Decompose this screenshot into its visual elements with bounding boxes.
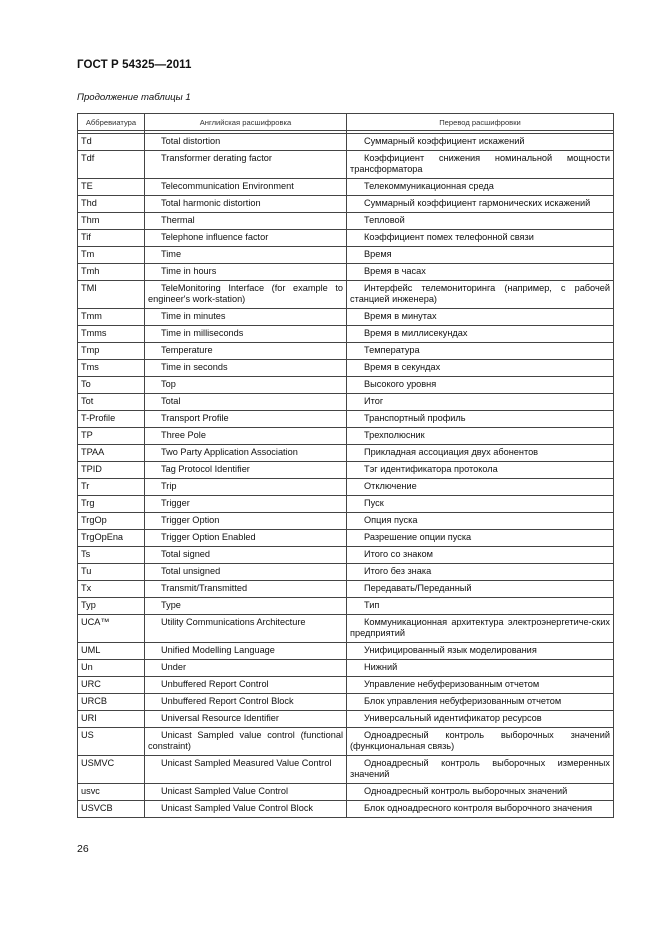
abbreviation-cell: Tm xyxy=(78,247,145,264)
table-row xyxy=(78,281,614,309)
abbreviation-cell: Typ xyxy=(78,598,145,615)
table-row xyxy=(78,264,614,281)
table-row xyxy=(78,615,614,643)
translation-cell: Суммарный коэффициент искажений xyxy=(347,134,614,151)
english-expansion-cell: Time in milliseconds xyxy=(145,326,347,343)
translation-cell: Отключение xyxy=(347,479,614,496)
table-row xyxy=(78,581,614,598)
abbreviation-cell: Un xyxy=(78,660,145,677)
english-expansion-cell: Total signed xyxy=(145,547,347,564)
column-header-translation: Перевод расшифровки xyxy=(347,114,614,131)
english-expansion-cell: Transmit/Transmitted xyxy=(145,581,347,598)
table-row xyxy=(78,230,614,247)
english-expansion-cell: Trigger Option Enabled xyxy=(145,530,347,547)
translation-cell: Передавать/Переданный xyxy=(347,581,614,598)
english-expansion-cell: Time in minutes xyxy=(145,309,347,326)
translation-cell: Блок одноадресного контроля выборочного значения xyxy=(347,801,614,818)
abbreviation-cell: TP xyxy=(78,428,145,445)
abbreviation-cell: URI xyxy=(78,711,145,728)
english-expansion-cell: Type xyxy=(145,598,347,615)
english-expansion-cell: Under xyxy=(145,660,347,677)
english-expansion-cell: Trigger Option xyxy=(145,513,347,530)
abbreviation-cell: Thm xyxy=(78,213,145,230)
english-expansion-cell: Trip xyxy=(145,479,347,496)
english-expansion-cell: Universal Resource Identifier xyxy=(145,711,347,728)
table-row xyxy=(78,598,614,615)
english-expansion-cell: Three Pole xyxy=(145,428,347,445)
table-row xyxy=(78,179,614,196)
column-header-abbreviation: Аббревиатура xyxy=(78,114,145,131)
abbreviation-cell: Tu xyxy=(78,564,145,581)
abbreviation-cell: TrgOp xyxy=(78,513,145,530)
abbreviation-cell: Tmh xyxy=(78,264,145,281)
table-row xyxy=(78,360,614,377)
abbreviation-cell: Thd xyxy=(78,196,145,213)
abbreviation-cell: T-Profile xyxy=(78,411,145,428)
translation-cell: Время в миллисекундах xyxy=(347,326,614,343)
translation-cell: Итого со знаком xyxy=(347,547,614,564)
translation-cell: Управление небуферизованным отчетом xyxy=(347,677,614,694)
english-expansion-cell: Unbuffered Report Control xyxy=(145,677,347,694)
translation-cell: Универсальный идентификатор ресурсов xyxy=(347,711,614,728)
table-row xyxy=(78,643,614,660)
table-row xyxy=(78,411,614,428)
table-row xyxy=(78,784,614,801)
table-row xyxy=(78,694,614,711)
translation-cell: Прикладная ассоциация двух абонентов xyxy=(347,445,614,462)
abbreviation-cell: USMVC xyxy=(78,756,145,784)
translation-cell: Коэффициент снижения номинальной мощности трансформатора xyxy=(347,151,614,179)
table-row xyxy=(78,394,614,411)
table-row xyxy=(78,530,614,547)
abbreviation-cell: Tmms xyxy=(78,326,145,343)
english-expansion-cell: Trigger xyxy=(145,496,347,513)
english-expansion-cell: Thermal xyxy=(145,213,347,230)
translation-cell: Одноадресный контроль выборочных измеренных значений xyxy=(347,756,614,784)
table-row xyxy=(78,213,614,230)
translation-cell: Время в часах xyxy=(347,264,614,281)
translation-cell: Пуск xyxy=(347,496,614,513)
translation-cell: Разрешение опции пуска xyxy=(347,530,614,547)
abbreviation-cell: TrgOpEna xyxy=(78,530,145,547)
table-row xyxy=(78,428,614,445)
abbreviation-cell: Tmm xyxy=(78,309,145,326)
translation-cell: Тэг идентификатора протокола xyxy=(347,462,614,479)
translation-cell: Транспортный профиль xyxy=(347,411,614,428)
english-expansion-cell: Unified Modelling Language xyxy=(145,643,347,660)
table-row xyxy=(78,547,614,564)
abbreviation-cell: Tdf xyxy=(78,151,145,179)
column-header-english: Английская расшифровка xyxy=(145,114,347,131)
table-row xyxy=(78,247,614,264)
english-expansion-cell: Utility Communications Architecture xyxy=(145,615,347,643)
translation-cell: Итого без знака xyxy=(347,564,614,581)
table-row xyxy=(78,496,614,513)
english-expansion-cell: Total unsigned xyxy=(145,564,347,581)
table-caption: Продолжение таблицы 1 xyxy=(77,92,191,103)
english-expansion-cell: Tag Protocol Identifier xyxy=(145,462,347,479)
abbreviation-cell: TMI xyxy=(78,281,145,309)
table-row xyxy=(78,801,614,818)
table-row xyxy=(78,134,614,151)
table-row xyxy=(78,462,614,479)
english-expansion-cell: Telephone influence factor xyxy=(145,230,347,247)
translation-cell: Трехполюсник xyxy=(347,428,614,445)
english-expansion-cell: Two Party Application Association xyxy=(145,445,347,462)
english-expansion-cell: Transport Profile xyxy=(145,411,347,428)
english-expansion-cell: TeleMonitoring Interface (for example to engineer's work-station) xyxy=(145,281,347,309)
english-expansion-cell: Top xyxy=(145,377,347,394)
abbreviation-cell: usvc xyxy=(78,784,145,801)
document-header: ГОСТ Р 54325—2011 xyxy=(77,59,192,71)
abbreviation-cell: USVCB xyxy=(78,801,145,818)
translation-cell: Тепловой xyxy=(347,213,614,230)
translation-cell: Одноадресный контроль выборочных значений (функциональная связь) xyxy=(347,728,614,756)
table-row xyxy=(78,711,614,728)
translation-cell: Тип xyxy=(347,598,614,615)
translation-cell: Интерфейс телемониторинга (например, с рабочей станцией инженера) xyxy=(347,281,614,309)
translation-cell: Время в минутах xyxy=(347,309,614,326)
english-expansion-cell: Total xyxy=(145,394,347,411)
translation-cell: Время в секундах xyxy=(347,360,614,377)
abbreviation-cell: Tot xyxy=(78,394,145,411)
abbreviation-cell: Tx xyxy=(78,581,145,598)
abbreviation-cell: Tmp xyxy=(78,343,145,360)
english-expansion-cell: Total distortion xyxy=(145,134,347,151)
translation-cell: Коэффициент помех телефонной связи xyxy=(347,230,614,247)
abbreviation-cell: Tms xyxy=(78,360,145,377)
english-expansion-cell: Time xyxy=(145,247,347,264)
abbreviation-cell: Tr xyxy=(78,479,145,496)
table-row xyxy=(78,196,614,213)
table-row xyxy=(78,513,614,530)
english-expansion-cell: Unicast Sampled Value Control Block xyxy=(145,801,347,818)
table-row xyxy=(78,343,614,360)
translation-cell: Температура xyxy=(347,343,614,360)
translation-cell: Блок управления небуферизованным отчетом xyxy=(347,694,614,711)
table-row xyxy=(78,151,614,179)
table-row xyxy=(78,445,614,462)
english-expansion-cell: Unicast Sampled Measured Value Control xyxy=(145,756,347,784)
table-row xyxy=(78,677,614,694)
abbreviation-cell: Trg xyxy=(78,496,145,513)
table-row xyxy=(78,326,614,343)
translation-cell: Высокого уровня xyxy=(347,377,614,394)
english-expansion-cell: Unbuffered Report Control Block xyxy=(145,694,347,711)
table-row xyxy=(78,728,614,756)
abbreviation-cell: TPID xyxy=(78,462,145,479)
table-row xyxy=(78,479,614,496)
translation-cell: Унифицированный язык моделирования xyxy=(347,643,614,660)
translation-cell: Одноадресный контроль выборочных значений xyxy=(347,784,614,801)
abbreviation-cell: UCA™ xyxy=(78,615,145,643)
english-expansion-cell: Telecommunication Environment xyxy=(145,179,347,196)
abbreviation-cell: Ts xyxy=(78,547,145,564)
table-row xyxy=(78,564,614,581)
abbreviation-cell: TPAA xyxy=(78,445,145,462)
abbreviation-cell: US xyxy=(78,728,145,756)
abbreviation-cell: UML xyxy=(78,643,145,660)
abbreviation-cell: Tif xyxy=(78,230,145,247)
translation-cell: Коммуникационная архитектура электроэнергетиче-ских предприятий xyxy=(347,615,614,643)
page-number: 26 xyxy=(77,843,89,855)
table-row xyxy=(78,309,614,326)
table-row xyxy=(78,756,614,784)
translation-cell: Итог xyxy=(347,394,614,411)
english-expansion-cell: Temperature xyxy=(145,343,347,360)
english-expansion-cell: Transformer derating factor xyxy=(145,151,347,179)
english-expansion-cell: Unicast Sampled value control (functional constraint) xyxy=(145,728,347,756)
english-expansion-cell: Time in hours xyxy=(145,264,347,281)
abbreviation-cell: URC xyxy=(78,677,145,694)
english-expansion-cell: Total harmonic distortion xyxy=(145,196,347,213)
abbreviation-cell: TE xyxy=(78,179,145,196)
translation-cell: Нижний xyxy=(347,660,614,677)
abbreviation-cell: Td xyxy=(78,134,145,151)
translation-cell: Суммарный коэффициент гармонических искажений xyxy=(347,196,614,213)
abbreviation-cell: To xyxy=(78,377,145,394)
abbreviation-cell: URCB xyxy=(78,694,145,711)
table-row xyxy=(78,660,614,677)
table-row xyxy=(78,377,614,394)
translation-cell: Время xyxy=(347,247,614,264)
translation-cell: Опция пуска xyxy=(347,513,614,530)
english-expansion-cell: Time in seconds xyxy=(145,360,347,377)
translation-cell: Телекоммуникационная среда xyxy=(347,179,614,196)
english-expansion-cell: Unicast Sampled Value Control xyxy=(145,784,347,801)
table-header-row xyxy=(78,114,614,131)
abbreviation-table xyxy=(77,113,614,818)
